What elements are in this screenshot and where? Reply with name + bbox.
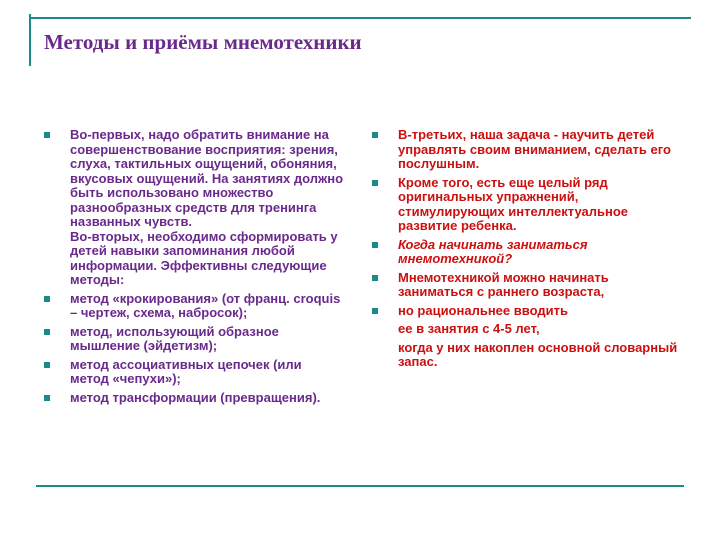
- square-bullet-icon: [372, 308, 378, 314]
- list-item: [372, 304, 682, 319]
- list-item-text: В-третьих, наша задача - научить детей управлять своим вниманием, сделать его послушным.: [398, 127, 671, 171]
- slide-title: Методы и приёмы мнемотехники: [44, 30, 362, 54]
- bottom-rule: [36, 485, 684, 487]
- list-item: [44, 391, 344, 406]
- left-column-list: [44, 128, 344, 409]
- list-item: [372, 271, 682, 300]
- right-column-list: [372, 128, 682, 374]
- square-bullet-icon: [372, 180, 378, 186]
- title-vertical-rule: [29, 14, 31, 66]
- list-item-text: метод «крокирования» (от франц. croquis – чертеж, схема, набросок);: [70, 290, 341, 320]
- list-item-text: когда у них накоплен основной словарный запас.: [398, 339, 678, 369]
- list-item: [372, 341, 682, 370]
- square-bullet-icon: [44, 329, 50, 335]
- list-item-text: метод, использующий образное мышление (эйдетизм);: [70, 323, 279, 353]
- list-item: [44, 292, 344, 321]
- list-item: [44, 325, 344, 354]
- list-item-text: Кроме того, есть еще целый ряд оригинальных упражнений, стимулирующих интеллектуальное развитие ребенка.: [398, 174, 629, 233]
- square-bullet-icon: [372, 242, 378, 248]
- square-bullet-icon: [44, 132, 50, 138]
- square-bullet-icon: [44, 296, 50, 302]
- square-bullet-icon: [372, 275, 378, 281]
- list-item: [44, 128, 344, 288]
- list-item-text: Мнемотехникой можно начинать заниматься с раннего возраста,: [398, 269, 609, 299]
- list-item: [372, 176, 682, 234]
- list-item-text: Во-первых, надо обратить внимание на совершенствование восприятия: зрения, слуха, тактильных ощущений, обоняния, вкусовых ощущений. На занятиях должно быть использовано множество разнообразных средств для тренинга названных чувств. Во-вторых, необходимо сформировать у детей навыки запоминания любой информации. Эффективны следующие методы:: [70, 127, 344, 287]
- list-item-text: ее в занятия с 4-5 лет,: [398, 321, 540, 336]
- list-item-text: но рациональнее вводить: [398, 302, 568, 318]
- list-item: [372, 238, 682, 267]
- list-item: [372, 128, 682, 172]
- list-item-text: Когда начинать заниматься мнемотехникой?: [398, 236, 588, 266]
- title-horizontal-rule: [29, 17, 691, 19]
- list-item-text: метод трансформации (превращения).: [70, 389, 321, 405]
- square-bullet-icon: [44, 395, 50, 401]
- list-item-text: метод ассоциативных цепочек (или метод «чепухи»);: [70, 356, 302, 386]
- square-bullet-icon: [372, 132, 378, 138]
- list-item: [372, 322, 682, 337]
- list-item: [44, 358, 344, 387]
- square-bullet-icon: [44, 362, 50, 368]
